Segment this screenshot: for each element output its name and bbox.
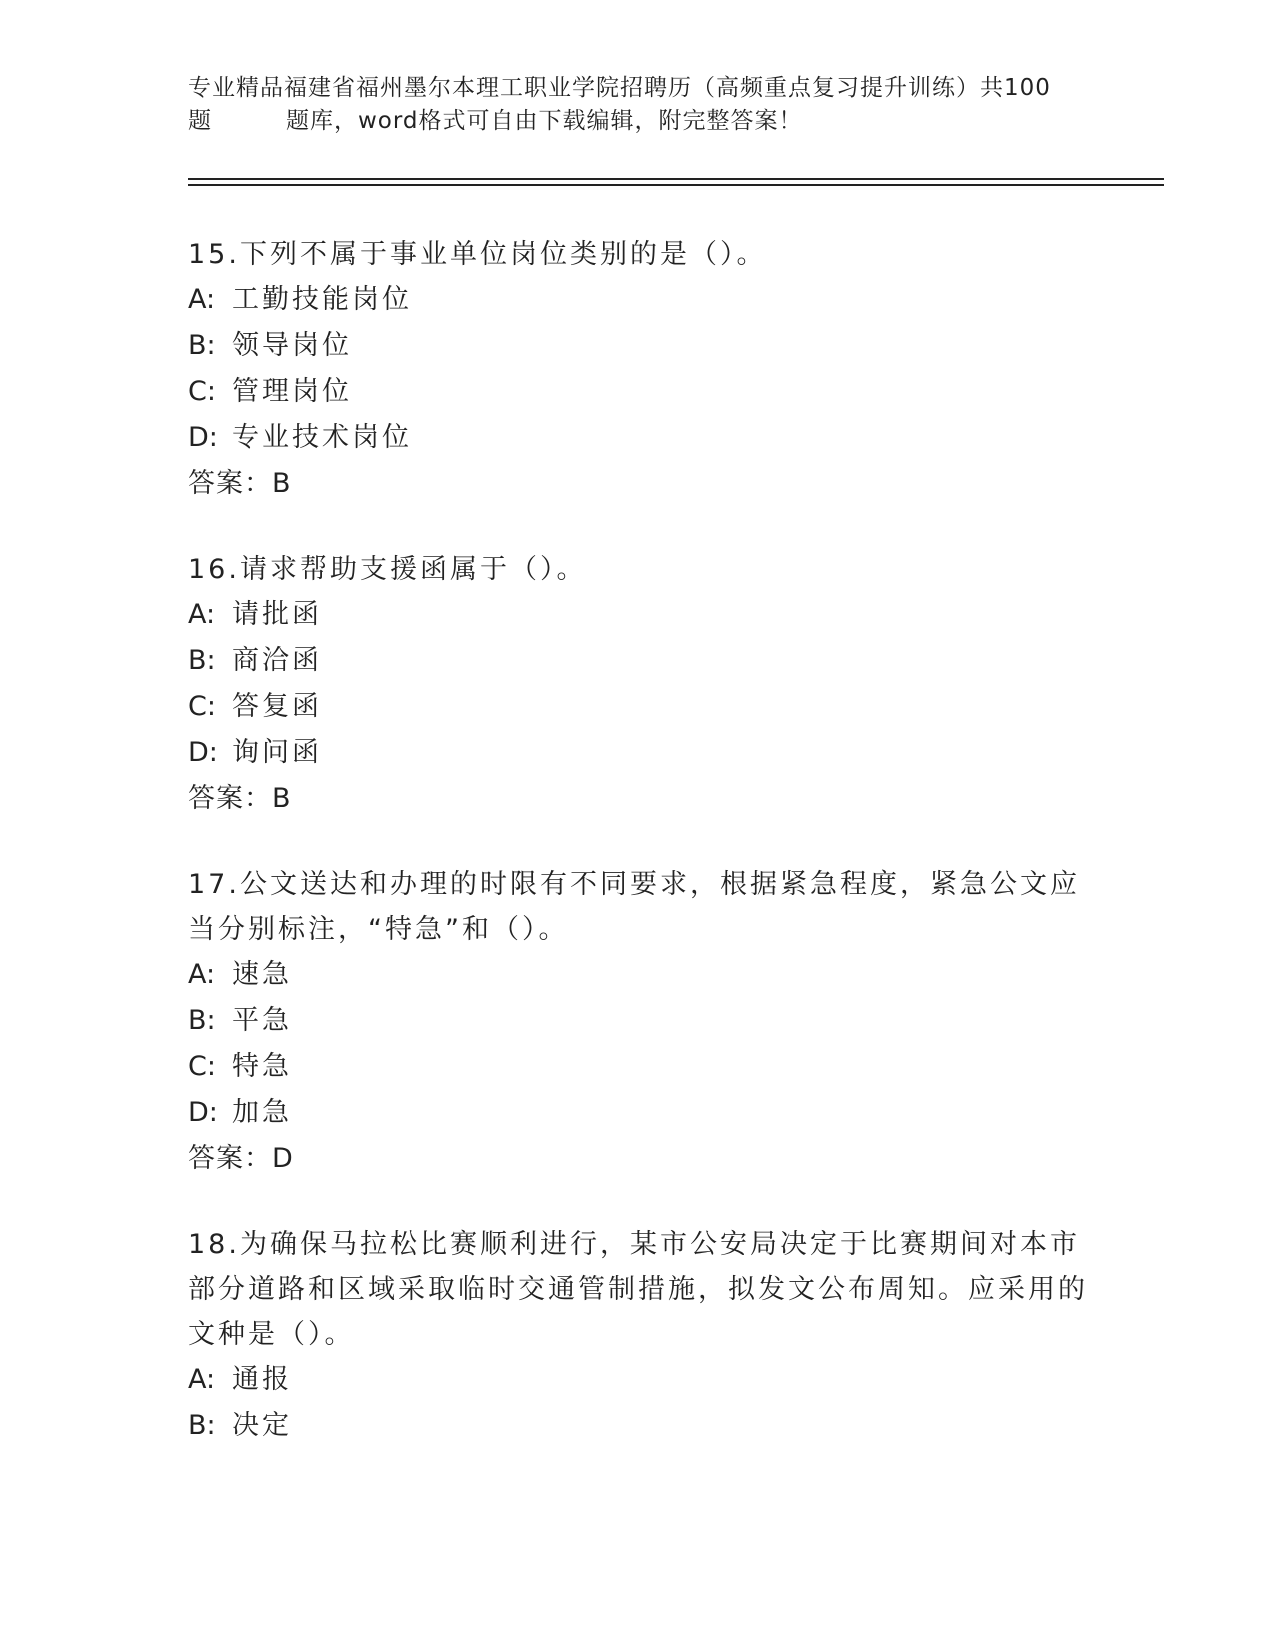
option-text: 特急 xyxy=(232,1051,292,1082)
option-key: A: xyxy=(188,599,216,630)
answer-line: 答案：B xyxy=(188,468,292,499)
option-text: 加急 xyxy=(232,1097,292,1128)
option-key: A: xyxy=(188,1364,216,1395)
header-divider-top xyxy=(188,178,1164,180)
question-stem: 17.公文送达和办理的时限有不同要求，根据紧急程度，紧急公文应当分别标注，“特急”和（）。 xyxy=(188,869,1080,945)
question-list xyxy=(188,232,1088,1489)
question-stem: 16.请求帮助支援函属于（）。 xyxy=(188,554,587,585)
header-divider-bottom xyxy=(188,184,1164,186)
option-key: B: xyxy=(188,1005,216,1036)
option-key: B: xyxy=(188,645,216,676)
option-c xyxy=(188,684,1088,730)
option-key: D: xyxy=(188,1097,218,1128)
option-a xyxy=(188,1357,1088,1403)
option-text: 领导岗位 xyxy=(232,330,352,361)
option-d xyxy=(188,1090,1088,1136)
option-d xyxy=(188,730,1088,776)
option-text: 管理岗位 xyxy=(232,376,352,407)
question-16 xyxy=(188,547,1088,822)
question-stem: 18.为确保马拉松比赛顺利进行，某市公安局决定于比赛期间对本市部分道路和区域采取临时交通管制措施，拟发文公布周知。应采用的文种是（）。 xyxy=(188,1229,1088,1350)
option-b xyxy=(188,638,1088,684)
option-d xyxy=(188,415,1088,461)
header-subtitle-left: 题 xyxy=(188,108,212,134)
header-subtitle-line xyxy=(188,105,1088,138)
option-key: C: xyxy=(188,691,216,722)
option-c xyxy=(188,369,1088,415)
option-key: A: xyxy=(188,959,216,990)
option-text: 通报 xyxy=(232,1364,292,1395)
option-key: B: xyxy=(188,330,216,361)
question-17 xyxy=(188,862,1088,1182)
option-a xyxy=(188,277,1088,323)
question-stem: 15.下列不属于事业单位岗位类别的是（）。 xyxy=(188,239,767,270)
header-title-line: 专业精品福建省福州墨尔本理工职业学院招聘历（高频重点复习提升训练）共100 xyxy=(188,75,1051,101)
option-text: 请批函 xyxy=(232,599,322,630)
question-18 xyxy=(188,1222,1088,1449)
option-key: B: xyxy=(188,1410,216,1441)
question-15 xyxy=(188,232,1088,507)
option-text: 决定 xyxy=(232,1410,292,1441)
option-b xyxy=(188,323,1088,369)
option-c xyxy=(188,1044,1088,1090)
answer-line: 答案：B xyxy=(188,783,292,814)
option-text: 工勤技能岗位 xyxy=(232,284,412,315)
option-text: 询问函 xyxy=(232,737,322,768)
option-text: 速急 xyxy=(232,959,292,990)
answer-line: 答案：D xyxy=(188,1143,294,1174)
option-key: D: xyxy=(188,422,218,453)
document-header xyxy=(188,72,1088,138)
option-key: D: xyxy=(188,737,218,768)
option-key: A: xyxy=(188,284,216,315)
option-key: C: xyxy=(188,376,216,407)
option-a xyxy=(188,952,1088,998)
header-subtitle-right: 题库，word格式可自由下载编辑，附完整答案！ xyxy=(286,108,803,134)
option-key: C: xyxy=(188,1051,216,1082)
option-b xyxy=(188,998,1088,1044)
option-text: 专业技术岗位 xyxy=(232,422,412,453)
option-text: 答复函 xyxy=(232,691,322,722)
option-a xyxy=(188,592,1088,638)
option-b xyxy=(188,1403,1088,1449)
option-text: 商洽函 xyxy=(232,645,322,676)
option-text: 平急 xyxy=(232,1005,292,1036)
